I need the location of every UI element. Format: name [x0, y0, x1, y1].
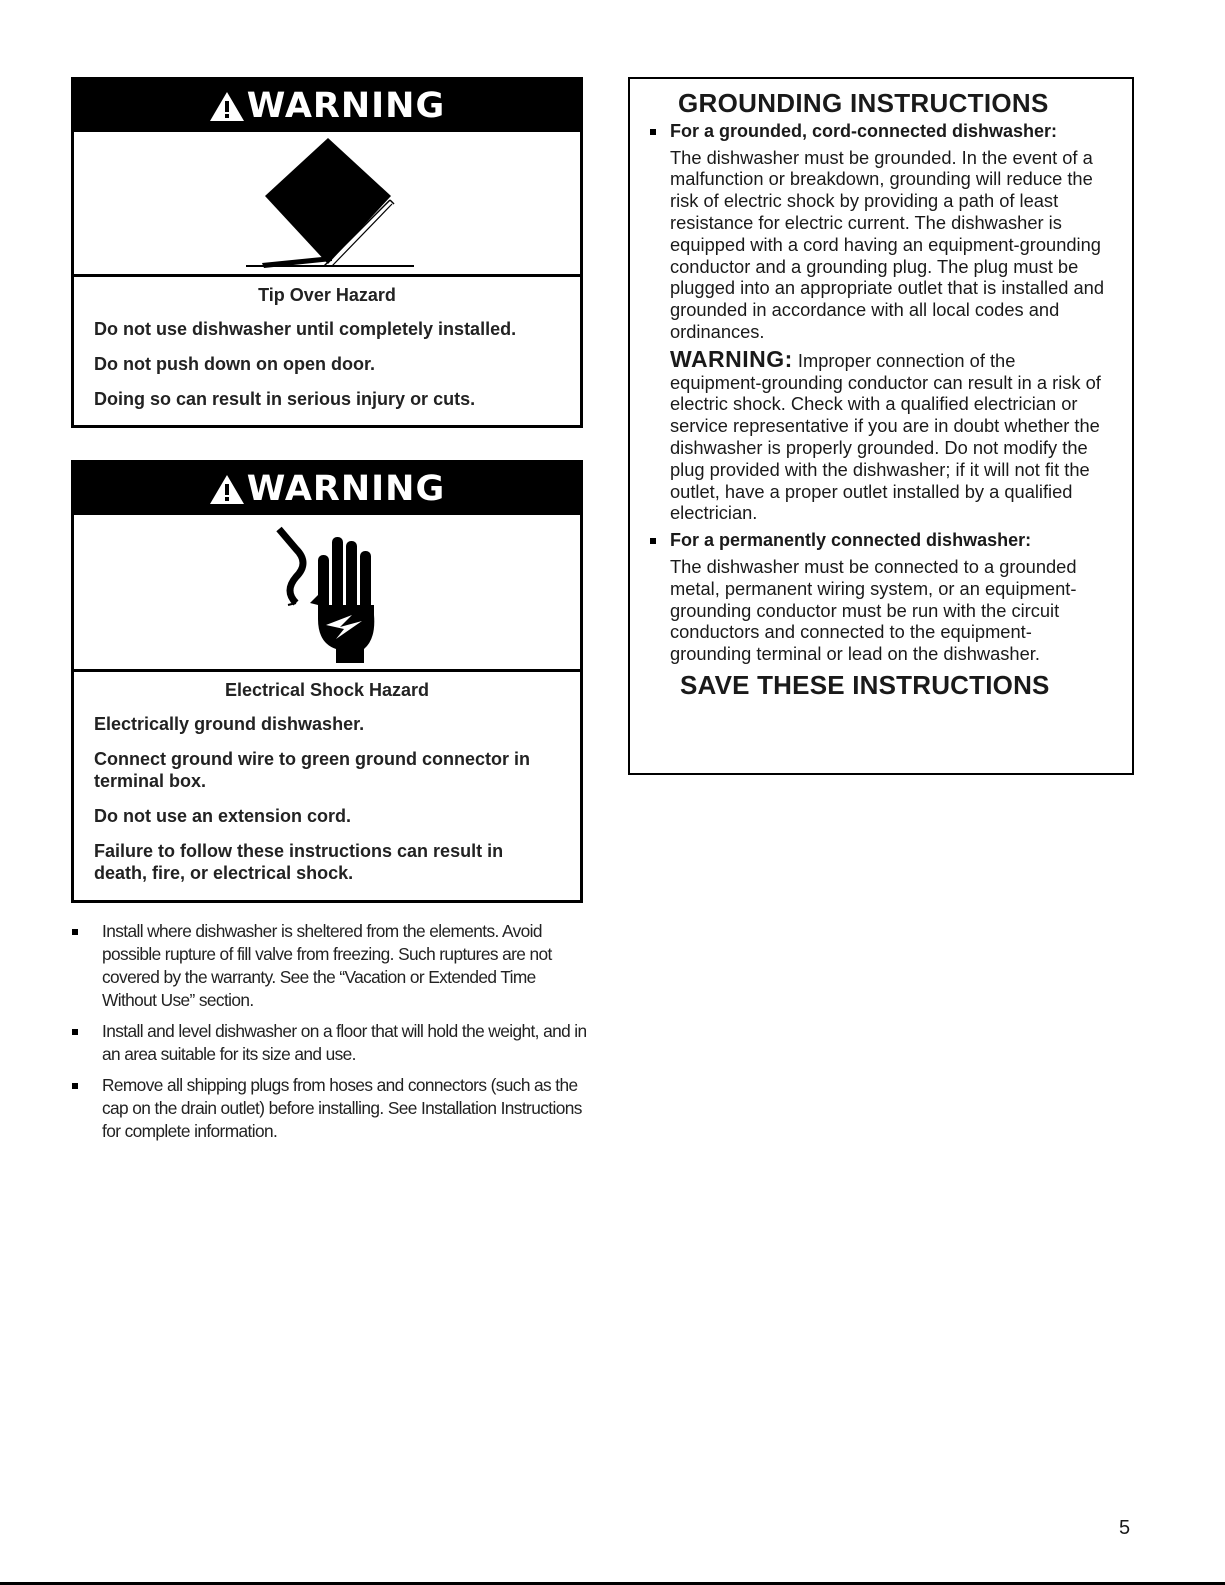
grounding-bullet-text: For a grounded, cord-connected dishwasher: — [670, 120, 1058, 141]
page-number: 5 — [1119, 1517, 1131, 1539]
warning-line: Do not use an extension cord. — [94, 806, 352, 826]
electrical-shock-warning-text — [74, 672, 580, 898]
warning-line: Doing so can result in serious injury or cuts. — [94, 389, 476, 409]
bullet-square-icon — [72, 1083, 78, 1089]
list-item — [70, 920, 590, 1012]
warning-header — [74, 463, 580, 515]
tip-over-icon — [74, 132, 580, 274]
hazard-title: Tip Over Hazard — [258, 285, 396, 305]
bullet-square-icon — [72, 1029, 78, 1035]
grounding-paragraph: The dishwasher must be connected to a grounded metal, permanent wiring system, or an equipment-grounding conductor must be run with the circuit conductors and connected to the equipment-grounding terminal or lead on the dishwasher. — [670, 555, 1077, 665]
warning-triangle-icon — [209, 474, 245, 505]
tip-over-icon-area — [74, 132, 580, 277]
warning-line: Electrically ground dishwasher. — [94, 714, 365, 734]
save-instructions-heading: SAVE THESE INSTRUCTIONS — [680, 669, 1050, 700]
bullet-square-icon — [72, 929, 78, 935]
bullet-square-icon — [650, 538, 656, 544]
list-item-text: Remove all shipping plugs from hoses and connectors (such as the cap on the drain outlet) before installing. See Installation Instructions for complete information. — [102, 1075, 582, 1141]
list-item — [70, 1074, 590, 1143]
warning-line: Do not use dishwasher until completely installed. — [94, 319, 517, 339]
hazard-title: Electrical Shock Hazard — [224, 680, 430, 700]
grounding-bullet-text: For a permanently connected dishwasher: — [670, 530, 1032, 551]
warning-line: Failure to follow these instructions can result in death, fire, or electrical shock. — [94, 841, 504, 883]
grounding-warning-text: Improper connection of the equipment-grounding conductor can result in a risk of electric shock. Check with a qualified electrician or service representative if you are in doubt whether the dishwasher is properly grounded. Do not modify the plug provided with the dishwasher; if it will not fit the outlet, have a proper outlet installed by a qualified electrician. — [670, 349, 1101, 524]
bullet-square-icon — [650, 129, 656, 135]
warning-triangle-icon — [209, 91, 245, 122]
warning-line: Do not push down on open door. — [94, 354, 375, 374]
installation-bullet-list — [70, 920, 590, 1151]
grounding-title: GROUNDING INSTRUCTIONS — [678, 88, 1049, 118]
grounding-bullet — [646, 121, 1106, 143]
grounding-warning-paragraph — [670, 345, 1106, 524]
electrical-shock-icon-area — [74, 515, 580, 672]
electrical-shock-icon — [74, 515, 580, 669]
warning-header-text: WARNING — [246, 86, 446, 126]
warning-header — [74, 80, 580, 132]
grounding-warning-label: WARNING: — [670, 345, 793, 372]
tip-over-warning-text — [74, 277, 580, 424]
list-item-text: Install where dishwasher is sheltered from the elements. Avoid possible rupture of fill valve from freezing. Such ruptures are not covered by the warranty. See the “Vacation or Extended Time Without Use” section. — [102, 921, 552, 1010]
warning-line: Connect ground wire to green ground connector in terminal box. — [94, 749, 530, 791]
warning-header-text: WARNING — [246, 469, 446, 509]
grounding-bullet — [646, 530, 1106, 552]
electrical-shock-warning-box — [71, 460, 583, 903]
list-item — [70, 1020, 590, 1066]
list-item-text: Install and level dishwasher on a floor that will hold the weight, and in an area suitable for its size and use. — [102, 1021, 587, 1064]
grounding-instructions-box — [628, 77, 1134, 775]
grounding-paragraph: The dishwasher must be grounded. In the event of a malfunction or breakdown, grounding will reduce the risk of electric shock by providing a path of least resistance for electric current. The dishwasher is equipped with a cord having an equipment-grounding conductor and a grounding plug. The plug must be plugged into an appropriate outlet that is installed and grounded in accordance with all local codes and ordinances. — [670, 146, 1104, 342]
tip-over-warning-box — [71, 77, 583, 428]
